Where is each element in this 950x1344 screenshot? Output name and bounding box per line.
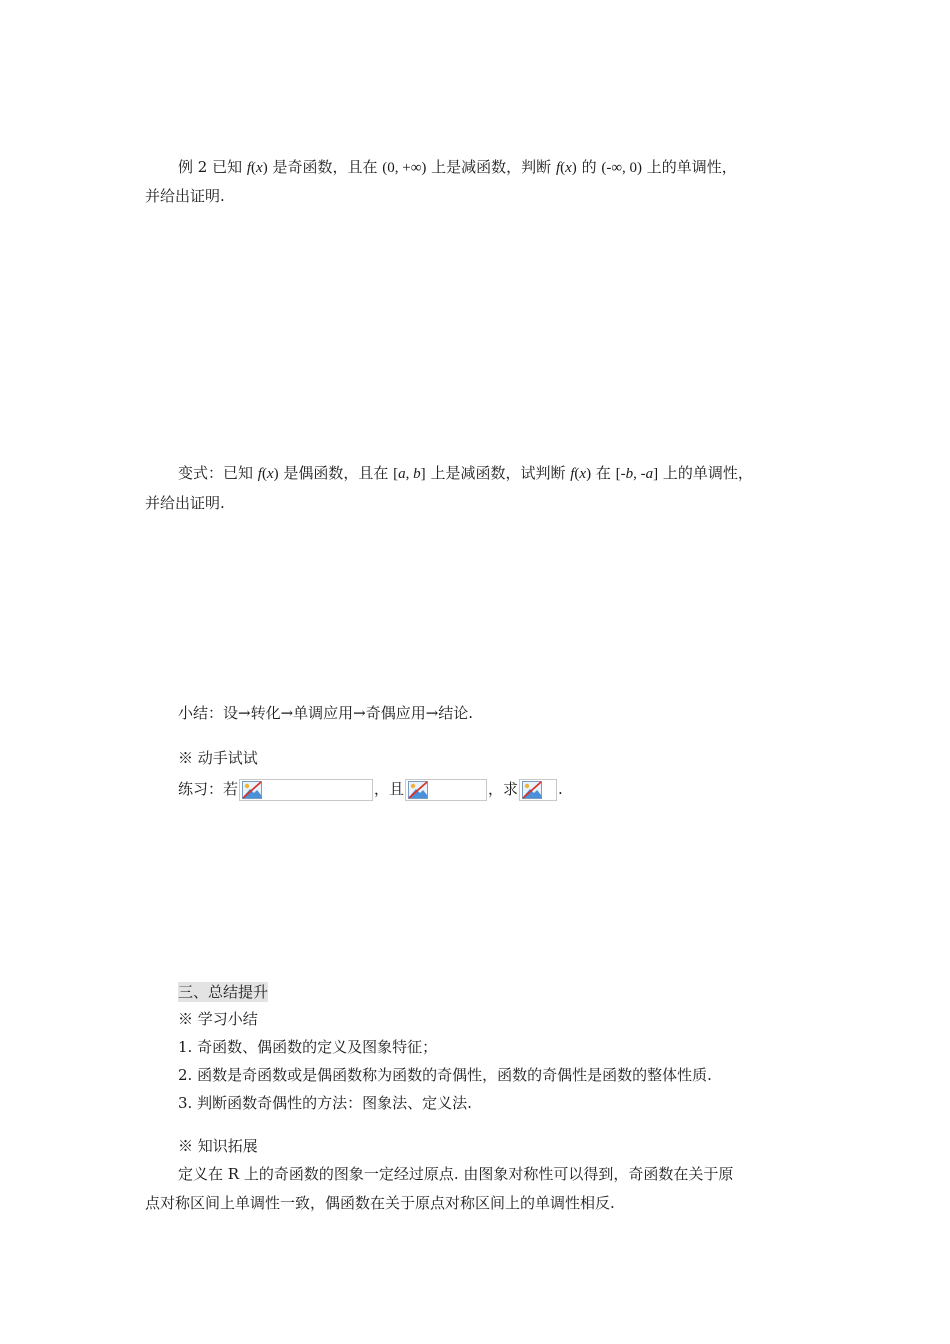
math-bracket: ] — [653, 466, 659, 482]
ext-heading: ※ 知识拓展 — [178, 1137, 258, 1155]
learn-item-3: 3. 判断函数奇偶性的方法：图象法、定义法. — [178, 1094, 472, 1112]
math-bracket: ] — [420, 466, 426, 482]
variant-text: 在 — [591, 464, 616, 482]
example2-text: 上的单调性， — [642, 158, 737, 176]
learn-heading: ※ 学习小结 — [178, 1010, 258, 1028]
broken-image-icon — [519, 779, 557, 801]
variant-text: 变式：已知 — [178, 464, 258, 482]
example2-line1 — [178, 157, 737, 178]
exercise-line — [178, 777, 563, 801]
math-bracket: [ — [393, 466, 399, 482]
variant-text: 是偶函数，且在 — [278, 464, 394, 482]
exercise-end: . — [558, 780, 563, 798]
math-a: a — [645, 466, 654, 482]
math-interval: (-∞, 0) — [601, 160, 643, 176]
ext-line1: 定义在 R 上的奇函数的图象一定经过原点. 由图象对称性可以得到，奇函数在关于原 — [178, 1165, 734, 1183]
learn-item-2: 2. 函数是奇函数或是偶函数称为函数的奇偶性，函数的奇偶性是函数的整体性质. — [178, 1066, 712, 1084]
math-comma: , — [405, 466, 414, 482]
example2-text: 例 2 已知 — [178, 158, 247, 176]
math-x: x — [579, 466, 587, 482]
math-f: f — [246, 160, 252, 176]
math-comma: , - — [633, 466, 646, 482]
math-paren: ( — [251, 160, 257, 176]
example2-text: 的 — [576, 158, 602, 176]
math-x: x — [256, 160, 263, 176]
broken-image-icon — [239, 779, 373, 801]
example2-text: 上是减函数，判断 — [426, 158, 556, 176]
exercise-sep: ，求 — [488, 780, 519, 798]
example2-line2: 并给出证明. — [145, 187, 225, 205]
math-f: f — [257, 466, 262, 482]
section3-title: 三、总结提升 — [178, 983, 269, 1001]
math-x: x — [266, 466, 274, 482]
exercise-sep: ，且 — [374, 780, 405, 798]
math-b: b — [625, 466, 634, 482]
math-interval: (0, +∞) — [382, 160, 427, 176]
math-paren: ( — [560, 160, 566, 176]
math-f: f — [555, 160, 561, 176]
summary-small: 小结：设→转化→单调应用→奇偶应用→结论. — [178, 704, 474, 722]
ext-line2: 点对称区间上单调性一致，偶函数在关于原点对称区间上的单调性相反. — [145, 1194, 615, 1212]
math-a: a — [398, 466, 406, 482]
variant-line1: 变式：已知 f(x) 是偶函数，且在 [a, b] 上是减函数，试判断 f(x) 在 [-b, -a] 上的单调性， — [178, 464, 753, 482]
math-paren: ) — [571, 160, 577, 176]
math-f: f — [570, 466, 575, 482]
exercise-prefix: 练习：若 — [178, 780, 239, 798]
variant-line2: 并给出证明. — [145, 494, 225, 512]
broken-image-icon — [405, 779, 487, 801]
example2-text: 是奇函数，且在 — [267, 158, 383, 176]
math-b: b — [413, 466, 421, 482]
learn-item-1: 1. 奇函数、偶函数的定义及图象特征； — [178, 1038, 438, 1056]
math-x: x — [565, 160, 572, 176]
math-bracket: [- — [615, 466, 626, 482]
variant-text: 上的单调性， — [658, 464, 753, 482]
math-paren: ) — [262, 160, 268, 176]
try-heading: ※ 动手试试 — [178, 749, 258, 767]
variant-text: 上是减函数，试判断 — [425, 464, 571, 482]
